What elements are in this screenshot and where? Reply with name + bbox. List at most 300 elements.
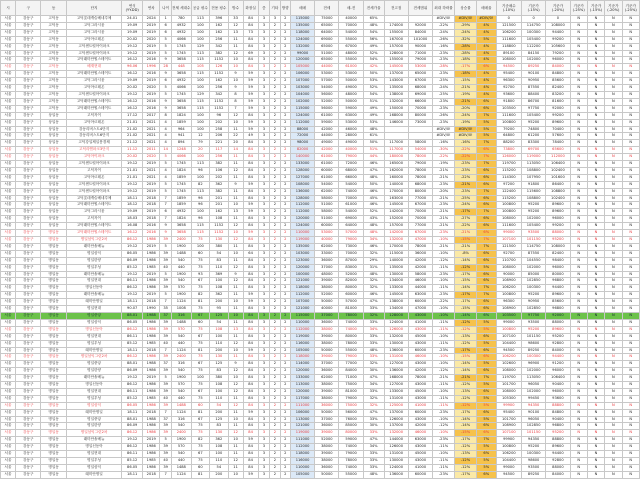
table-cell[interactable]: 111600 xyxy=(496,112,521,119)
table-cell[interactable]: N xyxy=(587,312,604,319)
table-cell[interactable]: N xyxy=(622,375,639,382)
table-cell[interactable]: 70000 xyxy=(408,209,432,216)
table-cell[interactable]: 68000 xyxy=(339,167,363,174)
table-cell[interactable]: 110000 xyxy=(290,230,314,237)
table-row[interactable] xyxy=(1,216,640,223)
table-cell[interactable]: 105000 xyxy=(290,347,314,354)
table-cell[interactable]: 강동구 xyxy=(16,464,41,471)
table-cell[interactable]: 12 xyxy=(228,112,243,119)
table-cell[interactable]: 16.12 xyxy=(122,71,143,78)
table-cell[interactable]: N xyxy=(622,64,639,71)
table-cell[interactable]: 99000 xyxy=(496,319,521,326)
table-cell[interactable]: 12 xyxy=(228,167,243,174)
table-cell[interactable]: 명일삼익 xyxy=(66,250,121,257)
table-cell[interactable]: N xyxy=(587,174,604,181)
table-cell[interactable]: 106000 xyxy=(290,71,314,78)
table-cell[interactable]: 고덕동 xyxy=(41,85,66,92)
table-cell[interactable]: 78000 xyxy=(339,458,363,465)
table-cell[interactable]: 서울 xyxy=(1,243,16,250)
table-cell[interactable]: 3 xyxy=(258,430,270,437)
table-cell[interactable]: 108000 xyxy=(290,181,314,188)
table-row[interactable] xyxy=(1,36,640,43)
table-cell[interactable]: -18% xyxy=(455,71,477,78)
table-cell[interactable]: N xyxy=(622,395,639,402)
table-cell[interactable]: 3 xyxy=(258,416,270,423)
table-cell[interactable]: 119000 xyxy=(290,430,314,437)
table-cell[interactable]: N xyxy=(605,250,622,257)
table-cell[interactable]: 래미안명일 xyxy=(66,471,121,478)
table-cell[interactable]: 96800 xyxy=(546,423,570,430)
table-cell[interactable]: 2 xyxy=(280,195,290,202)
table-cell[interactable]: 상일동 xyxy=(41,188,66,195)
table-cell[interactable]: N xyxy=(570,471,587,478)
table-cell[interactable]: -11% xyxy=(433,382,455,389)
table-cell[interactable]: 1124 xyxy=(171,409,191,416)
table-cell[interactable]: 54% xyxy=(363,91,384,98)
table-cell[interactable]: 2 xyxy=(270,271,280,278)
table-cell[interactable]: N xyxy=(570,458,587,465)
table-cell[interactable]: 92700 xyxy=(496,250,521,257)
table-cell[interactable]: 명일동 xyxy=(41,285,66,292)
table-cell[interactable]: 33% xyxy=(363,388,384,395)
table-cell[interactable]: 48% xyxy=(363,471,384,478)
table-cell[interactable]: 1488 xyxy=(171,250,191,257)
table-cell[interactable]: 55000 xyxy=(339,57,363,64)
table-cell[interactable]: 382 xyxy=(210,188,228,195)
table-cell[interactable]: 2 xyxy=(280,368,290,375)
table-cell[interactable]: 5 xyxy=(160,292,172,299)
table-cell[interactable]: 90100 xyxy=(522,71,546,78)
table-cell[interactable]: -23% xyxy=(433,202,455,209)
table-cell[interactable]: 45% xyxy=(363,195,384,202)
table-cell[interactable]: 49% xyxy=(363,112,384,119)
table-cell[interactable]: -17% xyxy=(455,471,477,478)
table-cell[interactable]: 119000 xyxy=(522,154,546,161)
table-cell[interactable]: 33% xyxy=(363,451,384,458)
column-header[interactable]: 단지 xyxy=(66,1,121,16)
table-cell[interactable]: 2021 xyxy=(143,126,160,133)
table-cell[interactable]: 11 xyxy=(228,409,243,416)
table-cell[interactable]: 50000 xyxy=(339,98,363,105)
table-cell[interactable]: N xyxy=(622,161,639,168)
table-cell[interactable]: 2018 xyxy=(143,347,160,354)
table-cell[interactable]: 고덕동 xyxy=(41,105,66,112)
table-cell[interactable]: N xyxy=(605,216,622,223)
table-cell[interactable]: 명일동 xyxy=(41,368,66,375)
table-cell[interactable]: 강동구 xyxy=(16,437,41,444)
table-cell[interactable]: 20.02 xyxy=(122,154,143,161)
table-cell[interactable]: 고덕동 xyxy=(41,57,66,64)
table-cell[interactable]: 32% xyxy=(363,361,384,368)
table-cell[interactable]: 2019 xyxy=(143,243,160,250)
table-cell[interactable]: 1488 xyxy=(171,402,191,409)
table-cell[interactable]: 2 xyxy=(280,243,290,250)
table-cell[interactable]: 105600 xyxy=(546,43,570,50)
table-cell[interactable]: 1859 xyxy=(171,202,191,209)
table-cell[interactable]: 6% xyxy=(476,354,496,361)
table-cell[interactable]: 11 xyxy=(228,174,243,181)
table-cell[interactable]: 84 xyxy=(243,16,258,23)
table-cell[interactable]: 61000 xyxy=(315,174,339,181)
table-cell[interactable]: -12% xyxy=(455,319,477,326)
table-cell[interactable]: N xyxy=(605,36,622,43)
table-cell[interactable]: N xyxy=(587,161,604,168)
table-cell[interactable]: 111600 xyxy=(496,36,521,43)
table-cell[interactable]: 33% xyxy=(363,340,384,347)
table-cell[interactable]: 상일동 xyxy=(41,202,66,209)
table-cell[interactable]: 12 xyxy=(228,264,243,271)
table-cell[interactable]: N xyxy=(622,216,639,223)
table-cell[interactable]: 76000 xyxy=(339,416,363,423)
table-cell[interactable]: 83200 xyxy=(546,91,570,98)
table-cell[interactable]: 래미안솔베뉴 xyxy=(66,375,121,382)
table-cell[interactable]: 5% xyxy=(476,361,496,368)
table-cell[interactable]: -12% xyxy=(455,402,477,409)
table-cell[interactable]: 115600 xyxy=(522,188,546,195)
table-row[interactable] xyxy=(1,29,640,36)
table-cell[interactable]: 131000 xyxy=(384,395,408,402)
table-cell[interactable]: 87550 xyxy=(522,85,546,92)
table-cell[interactable]: 89250 xyxy=(522,347,546,354)
table-cell[interactable]: 52000 xyxy=(339,271,363,278)
table-cell[interactable]: N xyxy=(587,71,604,78)
table-cell[interactable]: 127000 xyxy=(290,174,314,181)
table-cell[interactable]: N xyxy=(570,22,587,29)
table-cell[interactable]: 63000 xyxy=(339,112,363,119)
table-cell[interactable]: 4% xyxy=(476,91,496,98)
table-cell[interactable]: 1824 xyxy=(171,112,191,119)
table-cell[interactable]: 명일현대 xyxy=(66,451,121,458)
column-header[interactable]: 매매율 xyxy=(476,1,496,16)
table-cell[interactable]: 강동구 xyxy=(16,409,41,416)
table-cell[interactable]: #DIV/0! xyxy=(433,126,455,133)
table-cell[interactable]: 9 xyxy=(228,85,243,92)
table-cell[interactable]: 70000 xyxy=(408,105,432,112)
table-cell[interactable]: 95200 xyxy=(546,430,570,437)
table-cell[interactable]: 강동구 xyxy=(16,361,41,368)
table-cell[interactable]: 84 xyxy=(243,285,258,292)
table-cell[interactable]: N xyxy=(622,167,639,174)
table-cell[interactable]: 84150 xyxy=(522,50,546,57)
table-cell[interactable]: 75 xyxy=(191,444,209,451)
table-cell[interactable]: 2 xyxy=(270,202,280,209)
table-cell[interactable]: 89600 xyxy=(546,292,570,299)
table-cell[interactable]: 74000 xyxy=(339,326,363,333)
table-cell[interactable]: 2 xyxy=(270,112,280,119)
table-cell[interactable]: 39 xyxy=(160,388,172,395)
table-cell[interactable]: 2 xyxy=(270,285,280,292)
table-cell[interactable]: 92800 xyxy=(546,458,570,465)
table-cell[interactable]: 43000 xyxy=(408,340,432,347)
table-cell[interactable]: 94350 xyxy=(522,402,546,409)
table-cell[interactable]: N xyxy=(605,319,622,326)
table-cell[interactable]: 강동리버스트4단지 xyxy=(66,126,121,133)
table-cell[interactable]: 37000 xyxy=(315,361,339,368)
table-cell[interactable]: 11 xyxy=(228,464,243,471)
table-cell[interactable]: 3 xyxy=(258,16,270,23)
table-cell[interactable]: 서울 xyxy=(1,147,16,154)
table-cell[interactable]: 3 xyxy=(258,140,270,147)
table-cell[interactable]: N xyxy=(587,416,604,423)
table-cell[interactable]: 144000 xyxy=(384,437,408,444)
table-cell[interactable]: 108000 xyxy=(546,22,570,29)
table-cell[interactable]: 2016 xyxy=(143,230,160,237)
table-cell[interactable]: 명일동 xyxy=(41,237,66,244)
table-cell[interactable]: N xyxy=(587,354,604,361)
table-cell[interactable]: N xyxy=(570,64,587,71)
table-row[interactable] xyxy=(1,119,640,126)
column-header[interactable]: 전체 세대수 xyxy=(171,1,191,16)
table-cell[interactable]: -23% xyxy=(433,347,455,354)
table-cell[interactable]: 86.09 xyxy=(122,423,143,430)
table-cell[interactable]: 64000 xyxy=(315,29,339,36)
table-cell[interactable]: 38000 xyxy=(315,444,339,451)
table-cell[interactable]: 고덕동 xyxy=(41,36,66,43)
table-cell[interactable]: 100 xyxy=(191,112,209,119)
table-cell[interactable]: 고덕자이 xyxy=(66,167,121,174)
table-cell[interactable]: 28 xyxy=(160,64,172,71)
table-cell[interactable]: N xyxy=(622,188,639,195)
table-cell[interactable]: 91200 xyxy=(546,361,570,368)
table-cell[interactable]: 44000 xyxy=(315,133,339,140)
table-cell[interactable]: 서울 xyxy=(1,209,16,216)
table-cell[interactable]: N xyxy=(570,361,587,368)
table-cell[interactable]: 84 xyxy=(243,257,258,264)
table-cell[interactable]: 104550 xyxy=(522,257,546,264)
table-cell[interactable]: 118000 xyxy=(290,29,314,36)
table-cell[interactable]: 명일한양 xyxy=(66,257,121,264)
table-cell[interactable]: N xyxy=(570,78,587,85)
table-cell[interactable]: 3 xyxy=(258,271,270,278)
table-cell[interactable]: 고덕롯데캐슬베네루체 xyxy=(66,195,121,202)
table-cell[interactable]: -12% xyxy=(455,340,477,347)
table-cell[interactable]: 99450 xyxy=(522,395,546,402)
table-cell[interactable]: 140000 xyxy=(384,181,408,188)
table-cell[interactable]: 101150 xyxy=(522,430,546,437)
table-cell[interactable]: 상일동 xyxy=(41,167,66,174)
table-cell[interactable]: 2 xyxy=(280,188,290,195)
table-cell[interactable]: N xyxy=(570,243,587,250)
table-cell[interactable]: 221 xyxy=(210,140,228,147)
table-cell[interactable]: 96 xyxy=(191,202,209,209)
table-cell[interactable]: N xyxy=(570,312,587,319)
table-cell[interactable]: 126000 xyxy=(496,154,521,161)
table-cell[interactable]: 34% xyxy=(363,326,384,333)
table-cell[interactable]: N xyxy=(622,50,639,57)
table-cell[interactable]: 12 xyxy=(228,382,243,389)
table-cell[interactable]: 2 xyxy=(270,402,280,409)
table-cell[interactable]: 1152 xyxy=(210,57,228,64)
table-cell[interactable]: 39000 xyxy=(315,278,339,285)
table-cell[interactable]: 10 xyxy=(228,437,243,444)
table-cell[interactable]: 100 xyxy=(210,451,228,458)
table-cell[interactable]: 88.01 xyxy=(122,361,143,368)
table-cell[interactable]: 명일삼익그린2차 xyxy=(66,354,121,361)
table-cell[interactable]: 서울 xyxy=(1,85,16,92)
table-cell[interactable]: 강동구 xyxy=(16,57,41,64)
table-cell[interactable]: N xyxy=(587,402,604,409)
table-cell[interactable]: 97750 xyxy=(522,105,546,112)
table-cell[interactable]: N xyxy=(622,250,639,257)
table-cell[interactable]: -21% xyxy=(433,174,455,181)
table-cell[interactable]: -23% xyxy=(433,292,455,299)
table-cell[interactable]: 50000 xyxy=(315,347,339,354)
table-cell[interactable]: 1488 xyxy=(171,464,191,471)
table-cell[interactable]: 7 xyxy=(160,216,172,223)
table-cell[interactable]: 상일동 xyxy=(41,223,66,230)
table-cell[interactable]: 100800 xyxy=(496,292,521,299)
table-cell[interactable]: 5 xyxy=(160,161,172,168)
table-cell[interactable]: N xyxy=(605,223,622,230)
table-cell[interactable]: 125000 xyxy=(384,402,408,409)
table-cell[interactable]: N xyxy=(605,423,622,430)
table-cell[interactable]: N xyxy=(622,430,639,437)
table-cell[interactable]: -10% xyxy=(433,237,455,244)
table-cell[interactable]: 2 xyxy=(270,333,280,340)
table-cell[interactable]: 고덕센트럴아이파크 xyxy=(66,43,121,50)
table-cell[interactable]: 서울 xyxy=(1,57,16,64)
table-cell[interactable]: 명일신동아 xyxy=(66,382,121,389)
table-cell[interactable]: 50% xyxy=(363,71,384,78)
table-cell[interactable]: 84 xyxy=(243,430,258,437)
table-cell[interactable]: 1900 xyxy=(171,375,191,382)
table-cell[interactable]: 서울 xyxy=(1,98,16,105)
table-cell[interactable]: -22% xyxy=(433,154,455,161)
table-cell[interactable]: N xyxy=(587,264,604,271)
table-cell[interactable]: 2019 xyxy=(143,292,160,299)
table-cell[interactable]: 강동리버스트6단지 xyxy=(66,133,121,140)
table-cell[interactable]: 명일동 xyxy=(41,312,66,319)
table-cell[interactable]: 2 xyxy=(280,50,290,57)
table-cell[interactable]: 96000 xyxy=(546,264,570,271)
table-cell[interactable]: 2 xyxy=(280,471,290,478)
table-cell[interactable]: 162 xyxy=(210,29,228,36)
table-cell[interactable]: 고덕래미안힐스테이트 xyxy=(66,71,121,78)
table-row[interactable] xyxy=(1,444,640,451)
table-cell[interactable]: -23% xyxy=(433,105,455,112)
table-cell[interactable]: -16% xyxy=(433,140,455,147)
table-cell[interactable]: 54 xyxy=(210,250,228,257)
table-cell[interactable]: 55000 xyxy=(339,471,363,478)
table-cell[interactable]: 1824 xyxy=(171,167,191,174)
table-cell[interactable]: 85.12 xyxy=(122,340,143,347)
table-cell[interactable]: 86.05 xyxy=(122,402,143,409)
table-cell[interactable]: 2 xyxy=(280,181,290,188)
table-cell[interactable]: -14% xyxy=(455,257,477,264)
table-cell[interactable]: 3 xyxy=(258,333,270,340)
table-cell[interactable]: 2 xyxy=(280,312,290,319)
table-cell[interactable]: 88000 xyxy=(546,464,570,471)
table-cell[interactable]: #DIV/0! xyxy=(455,126,477,133)
table-cell[interactable]: 440 xyxy=(171,395,191,402)
table-cell[interactable]: 6% xyxy=(476,423,496,430)
table-cell[interactable]: 상일동 xyxy=(41,174,66,181)
table-cell[interactable]: 2 xyxy=(270,119,280,126)
table-cell[interactable]: 128000 xyxy=(384,50,408,57)
table-cell[interactable]: 102400 xyxy=(546,195,570,202)
table-cell[interactable]: N xyxy=(605,278,622,285)
table-cell[interactable]: 명일동 xyxy=(41,464,66,471)
table-cell[interactable]: N xyxy=(622,133,639,140)
table-cell[interactable]: 12 xyxy=(191,133,209,140)
table-cell[interactable]: 2 xyxy=(270,368,280,375)
table-cell[interactable]: 88400 xyxy=(522,91,546,98)
table-cell[interactable]: 68000 xyxy=(408,85,432,92)
table-cell[interactable]: 84000 xyxy=(408,29,432,36)
table-cell[interactable]: N xyxy=(605,22,622,29)
table-cell[interactable]: 서울 xyxy=(1,91,16,98)
table-cell[interactable]: 84800 xyxy=(546,71,570,78)
table-cell[interactable]: 40 xyxy=(160,395,172,402)
table-cell[interactable]: 112000 xyxy=(546,154,570,161)
table-cell[interactable]: N xyxy=(605,444,622,451)
table-cell[interactable]: 127000 xyxy=(384,361,408,368)
table-cell[interactable]: 1986 xyxy=(143,388,160,395)
table-cell[interactable]: 118000 xyxy=(290,354,314,361)
table-cell[interactable]: 3 xyxy=(258,458,270,465)
table-row[interactable] xyxy=(1,250,640,257)
table-cell[interactable]: 98000 xyxy=(290,140,314,147)
table-cell[interactable]: N xyxy=(605,209,622,216)
column-header[interactable]: 기준가 (-15%) xyxy=(522,1,546,16)
table-cell[interactable]: 49000 xyxy=(339,140,363,147)
table-cell[interactable]: 21.01 xyxy=(122,174,143,181)
table-cell[interactable]: 84 xyxy=(243,423,258,430)
table-cell[interactable]: 3 xyxy=(258,174,270,181)
table-cell[interactable]: -16% xyxy=(433,43,455,50)
table-cell[interactable]: 60000 xyxy=(408,471,432,478)
table-cell[interactable]: 6 xyxy=(160,22,172,29)
table-cell[interactable]: 143000 xyxy=(384,78,408,85)
table-cell[interactable]: 서울 xyxy=(1,126,16,133)
table-cell[interactable]: 5 xyxy=(160,91,172,98)
table-cell[interactable]: 36000 xyxy=(315,423,339,430)
table-cell[interactable]: 서울 xyxy=(1,437,16,444)
table-cell[interactable]: 132000 xyxy=(384,98,408,105)
table-cell[interactable]: 124000 xyxy=(290,36,314,43)
table-cell[interactable]: 82400 xyxy=(546,250,570,257)
table-cell[interactable]: 51% xyxy=(363,98,384,105)
table-cell[interactable]: 54000 xyxy=(339,181,363,188)
table-cell[interactable]: N xyxy=(622,29,639,36)
table-cell[interactable]: 명일동 xyxy=(41,354,66,361)
table-cell[interactable]: 200 xyxy=(210,409,228,416)
table-cell[interactable]: 61000 xyxy=(339,202,363,209)
table-cell[interactable]: 명일동 xyxy=(41,382,66,389)
table-cell[interactable]: 115000 xyxy=(290,16,314,23)
table-cell[interactable]: 2021 xyxy=(143,140,160,147)
table-cell[interactable]: 101700 xyxy=(496,382,521,389)
table-cell[interactable]: -10% xyxy=(433,354,455,361)
table-cell[interactable]: 146000 xyxy=(384,119,408,126)
table-cell[interactable]: 3 xyxy=(258,43,270,50)
table-cell[interactable]: 59 xyxy=(243,347,258,354)
table-cell[interactable]: 170000 xyxy=(384,243,408,250)
table-cell[interactable]: 서울 xyxy=(1,36,16,43)
table-cell[interactable]: 강동구 xyxy=(16,388,41,395)
table-cell[interactable]: N xyxy=(587,368,604,375)
table-cell[interactable]: N xyxy=(570,347,587,354)
table-cell[interactable]: -21% xyxy=(433,243,455,250)
table-cell[interactable]: 59000 xyxy=(315,119,339,126)
table-cell[interactable]: 고덕아르테온 xyxy=(66,36,121,43)
table-cell[interactable]: 106400 xyxy=(546,161,570,168)
table-cell[interactable]: 고덕동 xyxy=(41,29,66,36)
table-cell[interactable]: 44% xyxy=(363,154,384,161)
table-cell[interactable]: 2400 xyxy=(171,354,191,361)
table-cell[interactable]: 3 xyxy=(258,29,270,36)
table-cell[interactable]: 43% xyxy=(363,216,384,223)
